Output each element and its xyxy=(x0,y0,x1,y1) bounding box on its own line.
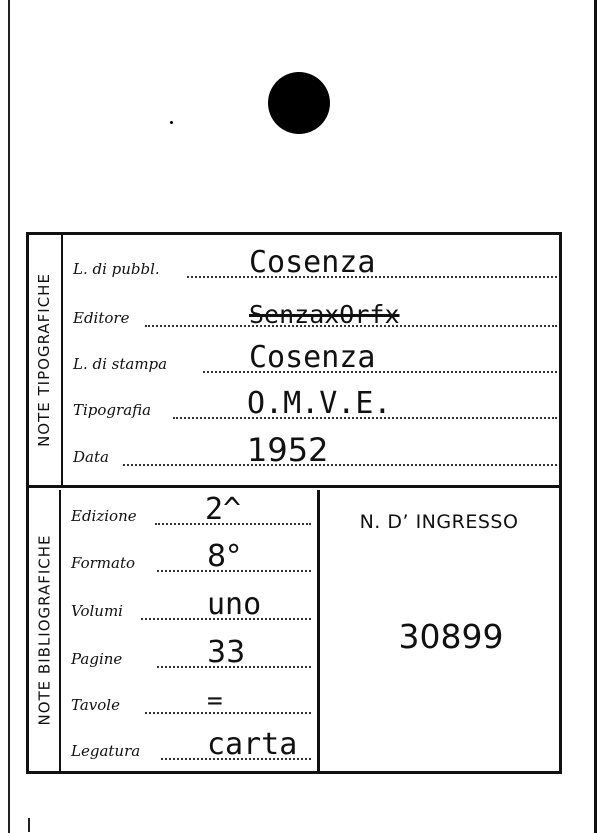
dotted-line xyxy=(123,464,557,466)
field-value: = xyxy=(207,686,223,716)
field-value: carta xyxy=(207,727,298,762)
field-row-luogo-stampa xyxy=(73,340,557,375)
field-label: Tipografia xyxy=(73,401,152,419)
field-value: uno xyxy=(207,587,262,622)
field-label: L. di pubbl. xyxy=(73,260,160,278)
section-title-bibliografiche: NOTE BIBLIOGRAFICHE xyxy=(35,533,54,726)
dotted-line xyxy=(145,712,311,714)
field-value: Cosenza xyxy=(249,245,376,280)
field-row-edizione xyxy=(71,492,311,527)
card-right-edge xyxy=(594,0,597,833)
field-label: Editore xyxy=(73,309,130,327)
field-label: Pagine xyxy=(71,650,123,668)
edge-mark xyxy=(28,818,30,832)
field-row-editore xyxy=(73,301,557,329)
field-value: Cosenza xyxy=(249,340,376,375)
section-separator-line xyxy=(59,490,61,771)
field-value: 1952 xyxy=(247,431,329,469)
ingresso-number: 30899 xyxy=(398,617,504,656)
field-row-tavole xyxy=(71,688,311,716)
field-row-luogo-pubblicazione xyxy=(73,245,557,280)
field-value: 8° xyxy=(207,539,242,574)
field-row-legatura xyxy=(71,727,311,762)
field-label: Tavole xyxy=(71,696,120,714)
field-row-volumi xyxy=(71,587,311,622)
ingresso-heading: N. D’ INGRESSO xyxy=(359,511,519,533)
section-title-tipografiche: NOTE TIPOGRAFICHE xyxy=(35,273,54,447)
vertical-label-bibliografiche xyxy=(31,488,57,771)
field-row-data xyxy=(73,431,557,469)
field-label: Edizione xyxy=(71,507,137,525)
field-value-struck: SenzaxOrfx xyxy=(249,300,400,329)
field-label: Volumi xyxy=(71,602,123,620)
section-note-tipografiche xyxy=(29,235,559,488)
field-row-tipografia xyxy=(73,386,557,421)
field-label: Legatura xyxy=(71,742,141,760)
punch-hole xyxy=(268,72,330,134)
field-label: L. di stampa xyxy=(73,355,168,373)
section-separator-line xyxy=(61,235,63,485)
field-row-pagine xyxy=(71,635,311,670)
field-label: Data xyxy=(73,448,109,466)
vertical-label-tipografiche xyxy=(31,235,57,485)
field-value: O.M.V.E. xyxy=(247,386,392,421)
speck xyxy=(170,121,173,124)
catalog-card-table xyxy=(26,232,562,774)
field-label: Formato xyxy=(71,554,136,572)
card-left-edge xyxy=(8,0,10,833)
ingresso-separator-line xyxy=(317,490,320,772)
field-row-formato xyxy=(71,539,311,574)
field-value: 2^ xyxy=(205,492,242,527)
field-value: 33 xyxy=(207,635,246,670)
